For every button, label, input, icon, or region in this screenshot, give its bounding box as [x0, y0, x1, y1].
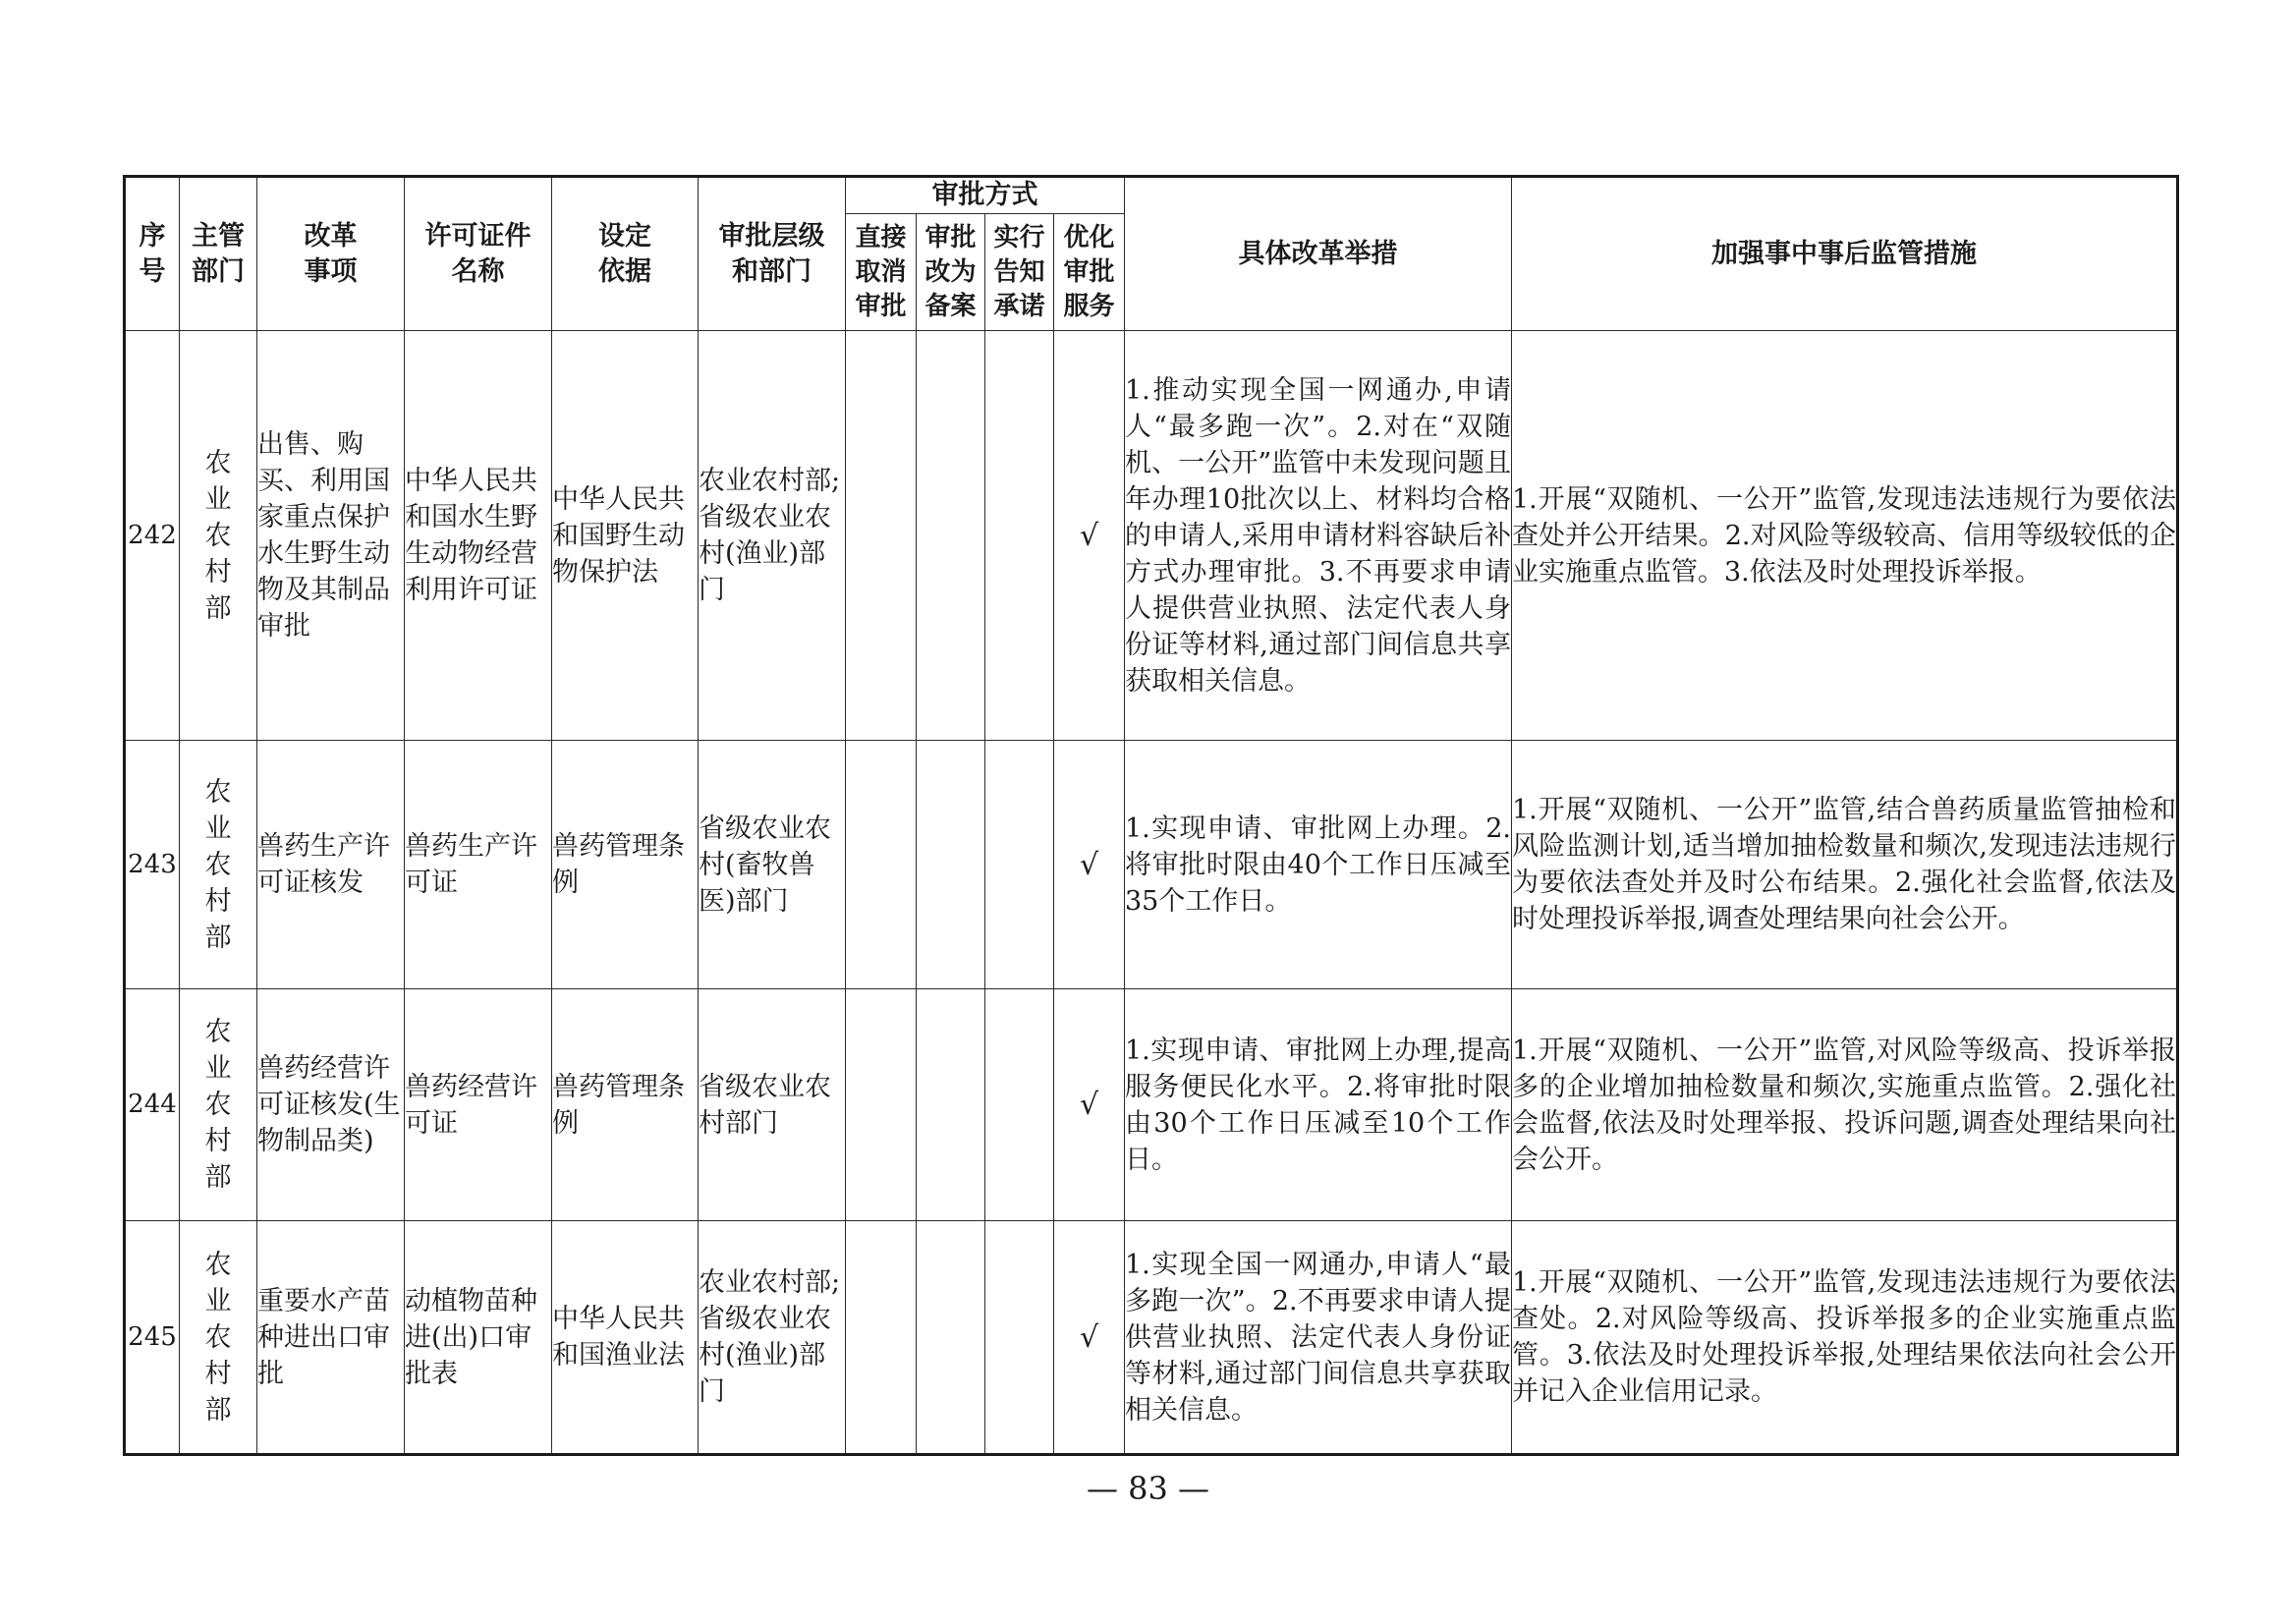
row-number: 242	[125, 331, 180, 741]
method-notify-cell	[985, 741, 1054, 989]
table-row	[125, 331, 2178, 741]
checkmark-icon: √	[1054, 741, 1125, 989]
dept-cell	[180, 1221, 257, 1455]
page-number: — 83 —	[1086, 1470, 1210, 1507]
header-seq: 序 号	[125, 177, 180, 331]
dept-char: 农	[204, 1249, 232, 1280]
header-method-filing: 审批 改为 备案	[917, 214, 985, 331]
dept-cell	[180, 989, 257, 1221]
supervision-measures: 1.开展“双随机、一公开”监管,发现违法违规行为要依法查处。2.对风险等级高、投诉举报多的企业实施重点监管。3.依法及时处理投诉举报,处理结果依法向社会公开并记入企业信用记录。	[1512, 1221, 2178, 1455]
row-number: 244	[125, 989, 180, 1221]
reform-measures: 1.实现全国一网通办,申请人“最多跑一次”。2.不再要求申请人提供营业执照、法定代表人身份证等材料,通过部门间信息共享获取相关信息。	[1125, 1221, 1512, 1455]
supervision-measures: 1.开展“双随机、一公开”监管,结合兽药质量监管抽检和风险监测计划,适当增加抽检数量和频次,发现违法违规行为要依法查处并及时公布结果。2.强化社会监督,依法及时处理投诉举报,调查处理结果向社会公开。	[1512, 741, 2178, 989]
header-method-notify: 实行 告知 承诺	[985, 214, 1054, 331]
license-name: 兽药生产许可证	[405, 741, 552, 989]
approval-level: 省级农业农村部门	[699, 989, 846, 1221]
reform-measures: 1.实现申请、审批网上办理。2.将审批时限由40个工作日压减至35个工作日。	[1125, 741, 1512, 989]
header-item: 改革 事项	[257, 177, 405, 331]
license-name: 动植物苗种进(出)口审批表	[405, 1221, 552, 1455]
row-number: 245	[125, 1221, 180, 1455]
header-measures: 具体改革举措	[1125, 177, 1512, 331]
checkmark-icon: √	[1054, 1221, 1125, 1455]
dept-cell	[180, 331, 257, 741]
header-license: 许可证件 名称	[405, 177, 552, 331]
reform-item: 兽药生产许可证核发	[257, 741, 405, 989]
dept-char: 村	[204, 885, 232, 917]
dept-char: 业	[204, 812, 232, 844]
supervision-measures: 1.开展“双随机、一公开”监管,对风险等级高、投诉举报多的企业增加抽检数量和频次,实施重点监管。2.强化社会监督,依法及时处理举报、投诉问题,调查处理结果向社会公开。	[1512, 989, 2178, 1221]
method-cancel-cell	[846, 989, 917, 1221]
dept-char: 农	[204, 776, 232, 808]
reform-item: 出售、购买、利用国家重点保护水生野生动物及其制品审批	[257, 331, 405, 741]
checkmark-icon: √	[1054, 331, 1125, 741]
dept-char: 村	[204, 556, 232, 588]
method-filing-cell	[917, 1221, 985, 1455]
dept-char: 农	[204, 1017, 232, 1047]
dept-char: 业	[204, 1285, 232, 1316]
table-row	[125, 989, 2178, 1221]
license-name: 中华人民共和国水生野生动物经营利用许可证	[405, 331, 552, 741]
table-row	[125, 741, 2178, 989]
method-filing-cell	[917, 989, 985, 1221]
dept-char: 部	[204, 922, 232, 953]
dept-char: 村	[204, 1358, 232, 1389]
method-notify-cell	[985, 1221, 1054, 1455]
reform-measures: 1.推动实现全国一网通办,申请人“最多跑一次”。2.对在“双随机、一公开”监管中未发现问题且年办理10批次以上、材料均合格的申请人,采用申请材料容缺后补方式办理审批。3.不再要求申请人提供营业执照、法定代表人身份证等材料,通过部门间信息共享获取相关信息。	[1125, 331, 1512, 741]
dept-char: 业	[204, 1053, 232, 1084]
approval-level: 农业农村部;省级农业农村(渔业)部门	[699, 1221, 846, 1455]
dept-cell	[180, 741, 257, 989]
header-supervision: 加强事中事后监管措施	[1512, 177, 2178, 331]
reform-measures: 1.实现申请、审批网上办理,提高服务便民化水平。2.将审批时限由30个工作日压减至10个工作日。	[1125, 989, 1512, 1221]
method-filing-cell	[917, 741, 985, 989]
legal-basis: 兽药管理条例	[552, 741, 699, 989]
approval-level: 省级农业农村(畜牧兽医)部门	[699, 741, 846, 989]
dept-char: 农	[204, 447, 232, 478]
dept-char: 部	[204, 592, 232, 624]
header-method-optimize: 优化 审批 服务	[1054, 214, 1125, 331]
method-cancel-cell	[846, 1221, 917, 1455]
row-number: 243	[125, 741, 180, 989]
dept-char: 部	[204, 1394, 232, 1426]
method-notify-cell	[985, 331, 1054, 741]
header-level: 审批层级 和部门	[699, 177, 846, 331]
dept-char: 村	[204, 1126, 232, 1156]
header-method-cancel: 直接 取消 审批	[846, 214, 917, 331]
license-name: 兽药经营许可证	[405, 989, 552, 1221]
method-cancel-cell	[846, 741, 917, 989]
dept-char: 农	[204, 1321, 232, 1353]
dept-char: 农	[204, 849, 232, 880]
checkmark-icon: √	[1054, 989, 1125, 1221]
approval-level: 农业农村部;省级农业农村(渔业)部门	[699, 331, 846, 741]
method-notify-cell	[985, 989, 1054, 1221]
dept-char: 农	[204, 520, 232, 551]
legal-basis: 兽药管理条例	[552, 989, 699, 1221]
method-cancel-cell	[846, 331, 917, 741]
dept-char: 农	[204, 1090, 232, 1120]
dept-char: 部	[204, 1162, 232, 1193]
header-dept: 主管 部门	[180, 177, 257, 331]
reform-table	[123, 175, 2179, 1456]
reform-item: 兽药经营许可证核发(生物制品类)	[257, 989, 405, 1221]
header-approval-method: 审批方式	[846, 177, 1125, 214]
legal-basis: 中华人民共和国野生动物保护法	[552, 331, 699, 741]
dept-char: 业	[204, 483, 232, 515]
reform-item: 重要水产苗种进出口审批	[257, 1221, 405, 1455]
method-filing-cell	[917, 331, 985, 741]
legal-basis: 中华人民共和国渔业法	[552, 1221, 699, 1455]
header-basis: 设定 依据	[552, 177, 699, 331]
supervision-measures: 1.开展“双随机、一公开”监管,发现违法违规行为要依法查处并公开结果。2.对风险等级较高、信用等级较低的企业实施重点监管。3.依法及时处理投诉举报。	[1512, 331, 2178, 741]
table-row	[125, 1221, 2178, 1455]
